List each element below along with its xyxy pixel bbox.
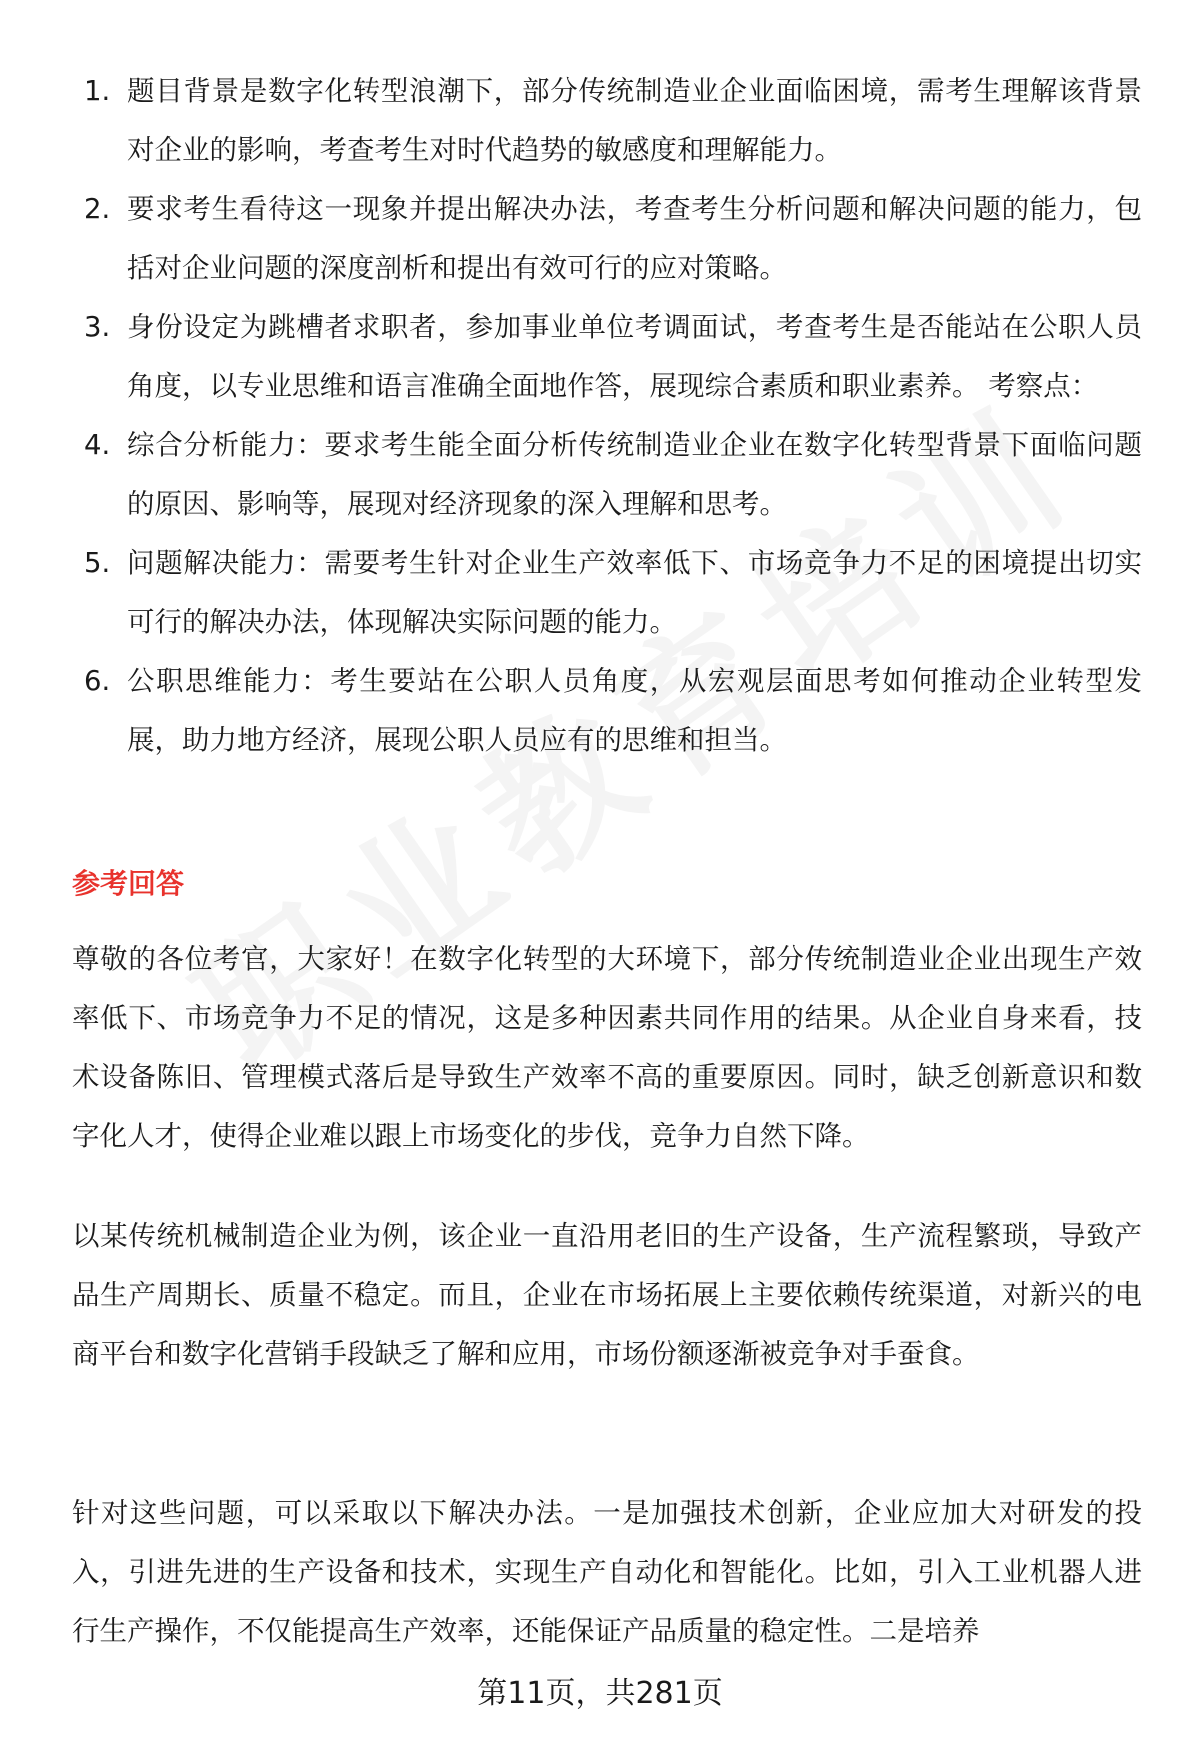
list-item-number: 4. — [84, 429, 111, 461]
list-item-text: 公职思维能力：考生要站在公职人员角度，从宏观层面思考如何推动企业转型发展，助力地方经济，展现公职人员应有的思维和担当。 — [127, 665, 1142, 756]
list-item — [72, 416, 1142, 534]
answer-paragraph: 尊敬的各位考官，大家好！在数字化转型的大环境下，部分传统制造业企业出现生产效率低下、市场竞争力不足的情况，这是多种因素共同作用的结果。从企业自身来看，技术设备陈旧、管理模式落后是导致生产效率不高的重要原因。同时，缺乏创新意识和数字化人才，使得企业难以跟上市场变化的步伐，竞争力自然下降。 — [72, 943, 1142, 1152]
list-item-text: 题目背景是数字化转型浪潮下，部分传统制造业企业面临困境，需考生理解该背景对企业的影响，考查考生对时代趋势的敏感度和理解能力。 — [127, 75, 1142, 166]
page-number: 第11页，共281页 — [477, 1676, 723, 1711]
section-title: 参考回答 — [72, 867, 185, 900]
answer-paragraph: 针对这些问题，可以采取以下解决办法。一是加强技术创新，企业应加大对研发的投入，引进先进的生产设备和技术，实现生产自动化和智能化。比如，引入工业机器人进行生产操作，不仅能提高生产效率，还能保证产品质量的稳定性。二是培养 — [72, 1497, 1142, 1647]
list-item — [72, 62, 1142, 180]
list-item-number: 2. — [84, 193, 111, 225]
list-item-number: 6. — [84, 665, 111, 697]
list-item-text: 综合分析能力：要求考生能全面分析传统制造业企业在数字化转型背景下面临问题的原因、影响等，展现对经济现象的深入理解和思考。 — [127, 429, 1142, 520]
list-item — [72, 298, 1142, 416]
list-item — [72, 534, 1142, 652]
exam-points-list — [72, 62, 1142, 770]
list-item — [72, 180, 1142, 298]
list-item-text: 要求考生看待这一现象并提出解决办法，考查考生分析问题和解决问题的能力，包括对企业问题的深度剖析和提出有效可行的应对策略。 — [127, 193, 1142, 284]
list-item — [72, 652, 1142, 770]
list-item-number: 5. — [84, 547, 111, 579]
answer-paragraph: 以某传统机械制造企业为例，该企业一直沿用老旧的生产设备，生产流程繁琐，导致产品生产周期长、质量不稳定。而且，企业在市场拓展上主要依赖传统渠道，对新兴的电商平台和数字化营销手段缺乏了解和应用，市场份额逐渐被竞争对手蚕食。 — [72, 1220, 1142, 1370]
list-item-number: 1. — [84, 75, 111, 107]
list-item-text: 问题解决能力：需要考生针对企业生产效率低下、市场竞争力不足的困境提出切实可行的解决办法，体现解决实际问题的能力。 — [127, 547, 1142, 638]
list-item-number: 3. — [84, 311, 111, 343]
list-item-text: 身份设定为跳槽者求职者，参加事业单位考调面试，考查考生是否能站在公职人员角度，以专业思维和语言准确全面地作答，展现综合素质和职业素养。 考察点： — [127, 311, 1142, 402]
